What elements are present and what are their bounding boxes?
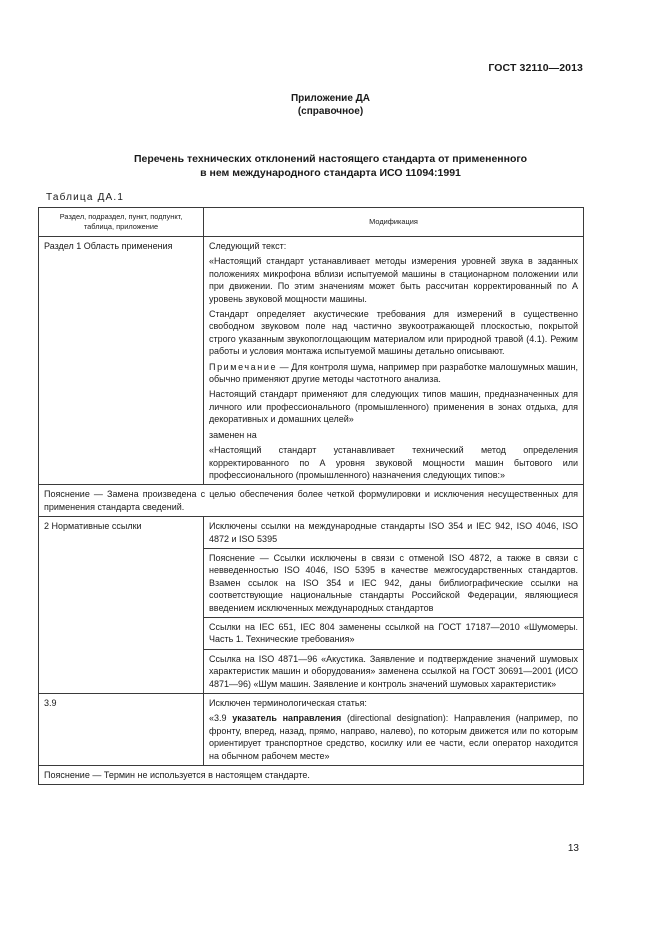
paragraph: «Настоящий стандарт устанавливает технический метод определения корректированного по А уровня звуковой мощности машин бытового или профессионального (промышленного) назначения следующих типов:» (209, 445, 578, 480)
document-title (60, 153, 601, 180)
paragraph: Настоящий стандарт применяют для следующих типов машин, предназначенных для личного или профессионального (промышленного) применения в зонах отдыха, для декоративных и домашних целей» (209, 389, 578, 425)
appendix-subtitle: (справочное) (297, 106, 364, 117)
paragraph: Исключен терминологическая статья: (209, 698, 367, 708)
section-cell: 2 Нормативные ссылки (39, 517, 204, 694)
modification-cell (204, 694, 584, 766)
section-cell: 3.9 (39, 694, 204, 766)
table-row (39, 766, 584, 785)
paragraph: Ссылки на IEC 651, IEC 804 заменены ссылкой на ГОСТ 17187—2010 «Шумомеры. Часть 1. Технические требования» (209, 621, 578, 645)
document-title-line2: в нем международного стандарта ИСО 11094:1991 (200, 166, 461, 179)
modification-cell (204, 548, 584, 617)
paragraph: Стандарт определяет акустические требования для измерений в существенно свободном звуковом поле над частично звукоотражающей плоскостью, покрытой строго указанным звукопоглощающим материалом или природной травой (4.1). Режим работы и условия монтажа испытуемой машины детально описывают. (209, 309, 578, 357)
explanation-cell: Пояснение — Замена произведена с целью обеспечения более четкой формулировки и исключения несущественных для применения стандарта сведений. (39, 485, 584, 517)
table-header-row (39, 208, 584, 237)
modification-cell (204, 517, 584, 549)
appendix-title: Приложение ДА (290, 93, 371, 104)
appendix-heading (0, 92, 661, 118)
modification-cell (204, 237, 584, 485)
term-name: указатель направления (232, 713, 342, 724)
table-label: Таблица ДА.1 (46, 192, 125, 203)
note-label: Примечание (209, 361, 278, 372)
standard-number: ГОСТ 32110—2013 (488, 62, 583, 74)
col1-header: Раздел, подраздел, пункт, подпункт, таблица, приложение (39, 208, 204, 237)
paragraph: «Настоящий стандарт устанавливает методы измерения уровней звука в заданных положениях микрофона вблизи испытуемой машины в стационарном положении или при движении. По этим значениям может быть рассчитан корректированный по А уровень звуковой мощности машины. (209, 256, 578, 304)
page-number: 13 (567, 843, 579, 854)
col2-header: Модификация (204, 208, 584, 237)
paragraph: Ссылка на ISO 4871—96 «Акустика. Заявление и подтверждение значений шумовых характеристик машин и оборудования» заменена ссылкой на ГОСТ 30691—2001 (ИСО 4871—96) «Шум машин. Заявление и контроль значений шумовых характеристик» (209, 653, 578, 689)
section-cell: Раздел 1 Область применения (39, 237, 204, 485)
table-row (39, 694, 584, 766)
term-definition: (directional designation): Направления (например, по фронту, вперед, назад, прямо, направо, налево), по которым движется или по которым ориентирует транспортное средство, косилку или ее части, если оператор находится на обычном рабочем месте» (209, 713, 578, 761)
term-paragraph (209, 712, 578, 762)
deviations-table (38, 207, 584, 785)
paragraph: Пояснение — Ссылки исключены в связи с отменой ISO 4872, а также в связи с невведенностью ISO 4046, ISO 5395 в качестве межгосударственных стандартов. Взамен ссылок на ISO 354 и IEC 942, даны библиографические ссылки на соответствующие национальные стандарты Российской Федерации, являющиеся введением исключенных международных стандартов (209, 552, 578, 613)
paragraph: Исключены ссылки на международные стандарты ISO 354 и IEC 942, ISO 4046, ISO 4872 и ISO 5395 (209, 521, 578, 544)
note-text: — Для контроля шума, например при разработке малошумных машин, обычно применяют другие методы частотного анализа. (209, 361, 578, 385)
term-number: «3.9 (209, 713, 233, 724)
paragraph: заменен на (209, 429, 257, 440)
document-title-line1: Перечень технических отклонений настоящего стандарта от примененного (133, 153, 528, 165)
explanation-cell: Пояснение — Термин не используется в настоящем стандарте. (39, 766, 584, 785)
table-row (39, 517, 584, 549)
modification-cell (204, 649, 584, 693)
table-row (39, 237, 584, 485)
paragraph: Следующий текст: (209, 241, 287, 251)
table-row (39, 485, 584, 517)
note-paragraph (209, 361, 578, 386)
modification-cell (204, 617, 584, 649)
